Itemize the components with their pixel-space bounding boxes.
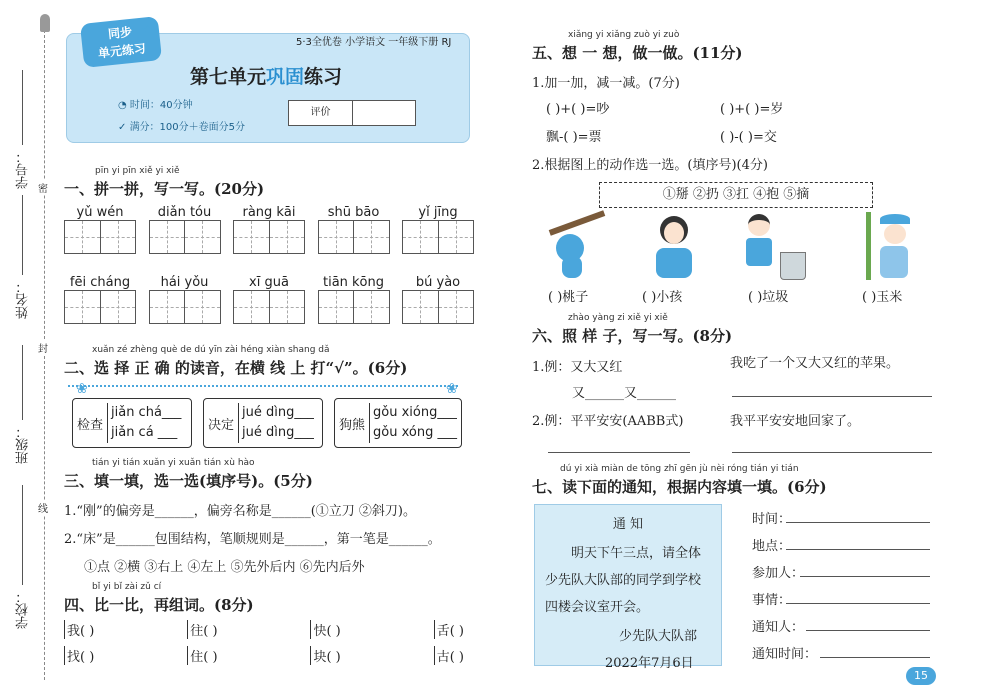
field-label: 时间： [752, 512, 792, 527]
compare-item[interactable]: 快( ) [310, 620, 340, 639]
example: 1.例：又大又红 [532, 360, 623, 375]
example-sentence: 我吃了一个又大又红的苹果。 [730, 356, 900, 371]
writing-grid[interactable] [233, 220, 305, 254]
sub-question: 1.加一加，减一减。(7分) [532, 76, 680, 91]
word-item [318, 275, 390, 324]
notice-title: 通 知 [612, 517, 644, 532]
evaluation-label: 评价 [289, 101, 353, 125]
answer-line[interactable] [820, 657, 930, 658]
compare-item[interactable]: 古( ) [434, 646, 464, 665]
answer-line[interactable] [800, 576, 930, 577]
section-heading: 一、拼一拼，写一写。(20分) [64, 180, 265, 198]
pinyin-text: diǎn tóu [157, 205, 212, 220]
answer-options: ①点 ②横 ③右上 ④左上 ⑤先外后内 ⑥先内后外 [84, 560, 365, 575]
word-item [64, 275, 136, 324]
example: 2.例：平平安安(AABB式) [532, 414, 684, 429]
section-pinyin: xuǎn zé zhèng què de dú yīn zài héng xiàn shang dǎ [92, 345, 330, 355]
choice-word: 决定 [207, 417, 234, 433]
school-label: 学校： [16, 590, 31, 629]
title-part: 第七单元 [190, 66, 267, 88]
equation[interactable]: 飘-( )=票 [546, 130, 602, 145]
section-heading: 三、填一填，选一选(填序号)。(5分) [64, 472, 313, 490]
badge-line: 同步 [107, 24, 133, 42]
answer-line[interactable] [786, 603, 930, 604]
compare-item[interactable]: 找( ) [64, 646, 94, 665]
section-heading: 五、想 一 想，做一做。(11分) [532, 44, 743, 62]
pinyin-text: xī guā [249, 275, 289, 290]
choice-group [203, 398, 323, 448]
pinyin-text: tiān kōng [322, 275, 385, 290]
word-item [233, 275, 305, 324]
choice-options [369, 403, 457, 443]
pinyin-text: fēi cháng [69, 275, 131, 290]
choice-option[interactable]: jué dìng___ [242, 425, 314, 440]
writing-grid[interactable] [402, 290, 474, 324]
boy-trash-illustration [746, 210, 808, 282]
choice-word: 狗熊 [338, 417, 365, 433]
section-pinyin: tián yi tián xuǎn yi xuǎn tián xù hào [92, 458, 255, 468]
question[interactable]: 1.“刚”的偏旁是______，偏旁名称是______(①立刀 ②斜刀)。 [64, 504, 416, 519]
pinyin-text: hái yǒu [160, 275, 209, 290]
compare-row [64, 620, 464, 639]
binding-line [44, 30, 45, 680]
field-label: 通知时间： [752, 647, 818, 662]
writing-grid[interactable] [64, 290, 136, 324]
page-title [190, 62, 342, 89]
pinyin-text: ràng kāi [242, 205, 296, 220]
decorative-band [68, 385, 458, 397]
student-id-line [22, 70, 23, 145]
equation[interactable]: ( )+( )=吵 [546, 102, 610, 117]
pinyin-text: bú yào [415, 275, 461, 290]
compare-item[interactable]: 往( ) [187, 620, 217, 639]
compare-item[interactable]: 块( ) [310, 646, 340, 665]
action-options: ①掰 ②扔 ③扛 ④抱 ⑤摘 [662, 187, 810, 202]
pinyin-row [64, 205, 474, 254]
section-pinyin: dú yi xià miàn de tōng zhī gēn jù nèi róng tián yi tián [560, 464, 799, 474]
paw-icon: ❀ [76, 381, 88, 397]
score-info: ✓ 满分：100分＋卷面分5分 [118, 122, 246, 133]
action-answer[interactable]: ( )小孩 [642, 290, 683, 305]
time-info: ◔ 时间：40分钟 [118, 100, 193, 111]
section-heading: 七、读下面的通知，根据内容填一填。(6分) [532, 478, 827, 496]
compare-item[interactable]: 住( ) [187, 646, 217, 665]
pinyin-text: yǐ jīng [418, 205, 458, 220]
fill-pattern[interactable]: 又______又______ [572, 386, 677, 401]
writing-grid[interactable] [318, 290, 390, 324]
badge-line: 单元练习 [97, 41, 147, 61]
notice-signature: 少先队大队部 [619, 629, 698, 644]
action-options-box [599, 182, 873, 208]
field-label: 参加人： [752, 566, 805, 581]
pencil-icon [40, 14, 50, 32]
evaluation-field[interactable] [353, 101, 415, 125]
writing-grid[interactable] [233, 290, 305, 324]
writing-grid[interactable] [149, 290, 221, 324]
field-label: 地点： [752, 539, 792, 554]
section-pinyin: pīn yi pīn xiě yi xiě [95, 166, 180, 176]
seal-mark: 封 [38, 340, 48, 355]
equation[interactable]: ( )+( )=岁 [720, 102, 784, 117]
student-id-label: 学号： [16, 150, 31, 189]
writing-grid[interactable] [402, 220, 474, 254]
word-item [402, 205, 474, 254]
action-answer[interactable]: ( )垃圾 [748, 290, 789, 305]
writing-grid[interactable] [318, 220, 390, 254]
section-pinyin: xiǎng yi xiǎng zuò yi zuò [568, 30, 680, 40]
word-item [149, 205, 221, 254]
choice-word: 检查 [76, 417, 103, 433]
writing-grid[interactable] [64, 220, 136, 254]
writing-grid[interactable] [149, 220, 221, 254]
school-line [22, 485, 23, 585]
section-heading: 六、照 样 子，写一写。(8分) [532, 327, 733, 345]
choice-option[interactable]: gǒu xóng ___ [373, 425, 457, 440]
notice-line: 少先队大队部的同学到学校 [545, 573, 702, 588]
section-heading: 二、选 择 正 确 的读音，在横 线 上 打“√”。(6分) [64, 359, 408, 377]
field-label: 通知人： [752, 620, 805, 635]
compare-row [64, 646, 464, 665]
monkey-peach-illustration [548, 212, 606, 280]
choice-group [72, 398, 192, 448]
section-pinyin: zhào yàng zi xiě yi xiě [568, 313, 668, 323]
sub-question: 2.根据图上的动作选一选。(填序号)(4分) [532, 158, 768, 173]
compare-item[interactable]: 舌( ) [434, 620, 464, 639]
choice-option[interactable]: jiǎn chá___ [111, 405, 182, 420]
answer-line[interactable] [786, 549, 930, 550]
equation[interactable]: ( )-( )=交 [720, 130, 777, 145]
answer-line[interactable] [732, 452, 932, 453]
time-text: 时间：40分钟 [129, 100, 193, 111]
title-part: 练习 [304, 66, 343, 88]
reading-choices [72, 398, 462, 448]
pinyin-row [64, 275, 474, 324]
rocket-icon: ➶ [138, 18, 154, 39]
notice-line: 明天下午三点，请全体 [571, 546, 702, 561]
evaluation-box [288, 100, 416, 126]
seal-mark: 密 [38, 180, 48, 195]
choice-option[interactable]: jué dìng___ [242, 405, 314, 420]
choice-options [107, 403, 181, 443]
pinyin-text: yǔ wén [76, 205, 124, 220]
notice-line: 四楼会议室开会。 [545, 600, 650, 615]
notice-card [534, 504, 722, 671]
series-label: 5·3全优卷 小学语文 一年级下册 RJ [296, 37, 452, 48]
word-item [318, 205, 390, 254]
answer-line[interactable] [786, 522, 930, 523]
score-text: 满分：100分＋卷面分5分 [129, 122, 246, 133]
section-heading: 四、比一比，再组词。(8分) [64, 596, 254, 614]
notice-date: 2022年7月6日 [605, 656, 694, 671]
mother-child-illustration [648, 214, 700, 280]
page-number: 15 [906, 667, 936, 685]
compare-item[interactable]: 我( ) [64, 620, 94, 639]
name-line [22, 195, 23, 275]
class-line [22, 345, 23, 420]
word-item [233, 205, 305, 254]
word-item [149, 275, 221, 324]
seal-mark: 线 [38, 500, 48, 515]
paw-icon: ❀ [446, 381, 458, 397]
choice-group [334, 398, 462, 448]
action-answer[interactable]: ( )桃子 [548, 290, 589, 305]
farmer-corn-illustration [862, 212, 914, 280]
choice-option[interactable]: jiǎn cá ___ [111, 425, 178, 440]
answer-line[interactable] [806, 630, 930, 631]
question[interactable]: 2.“床”是______包围结构，笔顺规则是______，第一笔是______。 [64, 532, 441, 547]
answer-line[interactable] [548, 452, 690, 453]
class-label: 班级： [16, 425, 31, 464]
title-emphasis: 巩固 [266, 66, 305, 88]
word-item [64, 205, 136, 254]
choice-option[interactable]: gǒu xióng___ [373, 405, 457, 420]
word-item [402, 275, 474, 324]
section-pinyin: bǐ yi bǐ zài zǔ cí [92, 582, 162, 592]
action-answer[interactable]: ( )玉米 [862, 290, 903, 305]
field-label: 事情： [752, 593, 792, 608]
name-label: 姓名： [16, 280, 31, 319]
choice-options [238, 403, 314, 443]
example-sentence: 我平平安安地回家了。 [730, 414, 861, 429]
answer-line[interactable] [732, 396, 932, 397]
pinyin-text: shū bāo [327, 205, 380, 220]
